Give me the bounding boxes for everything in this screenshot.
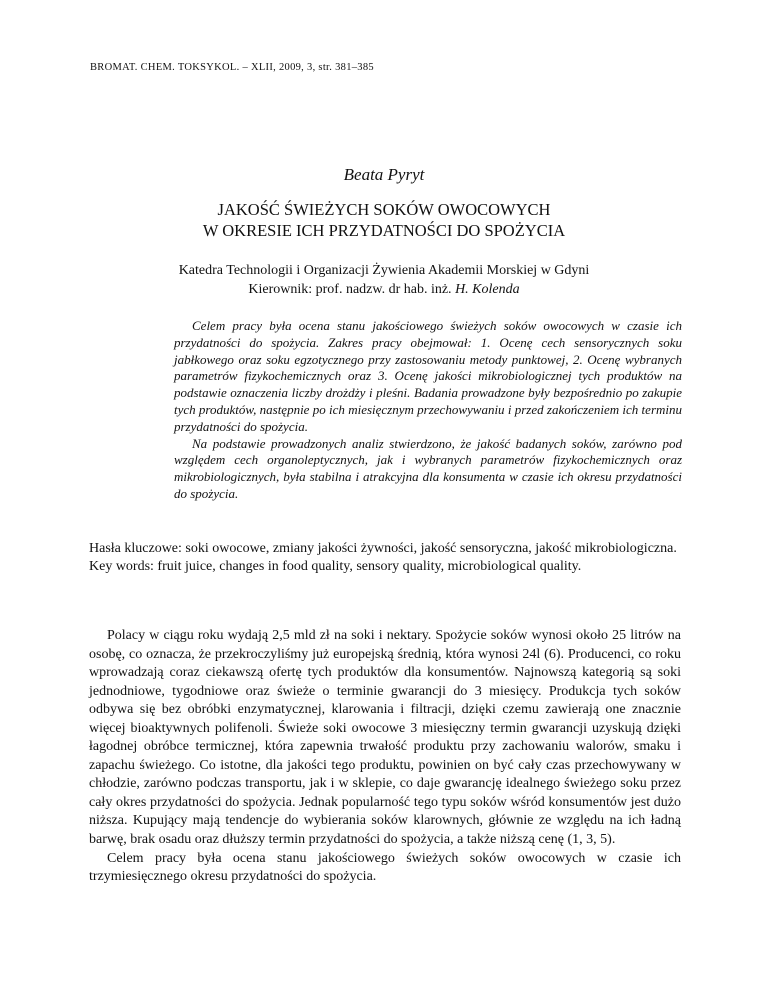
affiliation-line-1: Katedra Technologii i Organizacji Żywienia Akademii Morskiej w Gdyni — [178, 263, 590, 278]
title-line-1: JAKOŚĆ ŚWIEŻYCH SOKÓW OWOCOWYCH — [217, 200, 551, 219]
author-name: Beata Pyryt — [343, 165, 425, 184]
affiliation — [0, 261, 768, 299]
body-text — [89, 627, 681, 887]
affiliation-line-2 — [0, 280, 768, 299]
head-label: Kierownik: prof. nadzw. dr hab. inż. — [248, 282, 456, 297]
keywords-english: Key words: fruit juice, changes in food quality, sensory quality, microbiological quality. — [89, 559, 582, 574]
article-title — [0, 199, 768, 241]
body-paragraph-2: Celem pracy była ocena stanu jakościowego świeżych soków owocowych w czasie ich trzymiesięcznego okresu przydatności do spożycia. — [89, 850, 681, 885]
abstract — [174, 318, 682, 503]
head-name: H. Kolenda — [455, 282, 520, 297]
abstract-paragraph-1: Celem pracy była ocena stanu jakościowego świeżych soków owocowych w czasie ich przydatności do spożycia. Zakres pracy obejmował: 1. Ocenę cech sensorycznych soku jabłkowego oraz soku egzotycznego przy zastosowaniu metody punktowej, 2. Ocenę wybranych parametrów fizykochemicznych oraz 3. Ocenę jakości mikrobiologicznej tych produktów na podstawie oznaczenia liczby drożdży i pleśni. Badania prowadzone były bezpośrednio po zakupie tych produktów, następnie po ich miesięcznym przechowywaniu i przed zakończeniem ich terminu przydatności do spożycia. — [174, 318, 682, 434]
keywords-polish: Hasła kluczowe: soki owocowe, zmiany jakości żywności, jakość sensoryczna, jakość mikrobiologiczna. — [89, 541, 677, 556]
body-paragraph-1: Polacy w ciągu roku wydają 2,5 mld zł na soki i nektary. Spożycie soków wynosi około 25 litrów na osobę, co oznacza, że przekroczyliśmy już europejską średnią, która wynosi 24l (6). Producenci, co roku wprowadzają coraz ciekawszą ofertę tych produktów dla konsumentów. Najnowszą kategorią są soki jednodniowe, tygodniowe oraz świeże o terminie gwarancji do 3 miesięcy. Produkcja tych soków odbywa się bez obróbki enzymatycznej, klarowania i filtracji, dzięki czemu zawierają one znacznie więcej bioaktywnych polifenoli. Świeże soki owocowe 3 miesięczny termin gwarancji uzyskują dzięki łagodnej obróbce termicznej, która zapewnia trwałość produktu przy zachowaniu walorów, smaku i zapachu świeżego. Co istotne, dla jakości tego produktu, powinien on być cały czas przechowywany w chłodzie, zarówno podczas transportu, jak i w sklepie, co daje gwarancję idealnego świeżego soku przez cały okres przydatności do spożycia. Jednak popularność tego typu soków wśród konsumentów jest dużo niższa. Kupujący mają tendencje do wybierania soków klarownych, głównie ze względu na ich ładną barwę, brak osadu oraz dłuższy termin przydatności do spożycia, a także niższą cenę (1, 3, 5). — [89, 628, 681, 848]
keywords — [89, 540, 681, 576]
running-head: BROMAT. CHEM. TOKSYKOL. – XLII, 2009, 3, str. 381–385 — [90, 62, 374, 73]
abstract-paragraph-2: Na podstawie prowadzonych analiz stwierdzono, że jakość badanych soków, zarówno pod względem cech organoleptycznych, jak i wybranych parametrów fizykochemicznych oraz mikrobiologicznych, była stabilna i atrakcyjna dla konsumenta w czasie ich okresu przydatności do spożycia. — [174, 435, 682, 501]
title-line-2: W OKRESIE ICH PRZYDATNOŚCI DO SPOŻYCIA — [202, 221, 566, 240]
